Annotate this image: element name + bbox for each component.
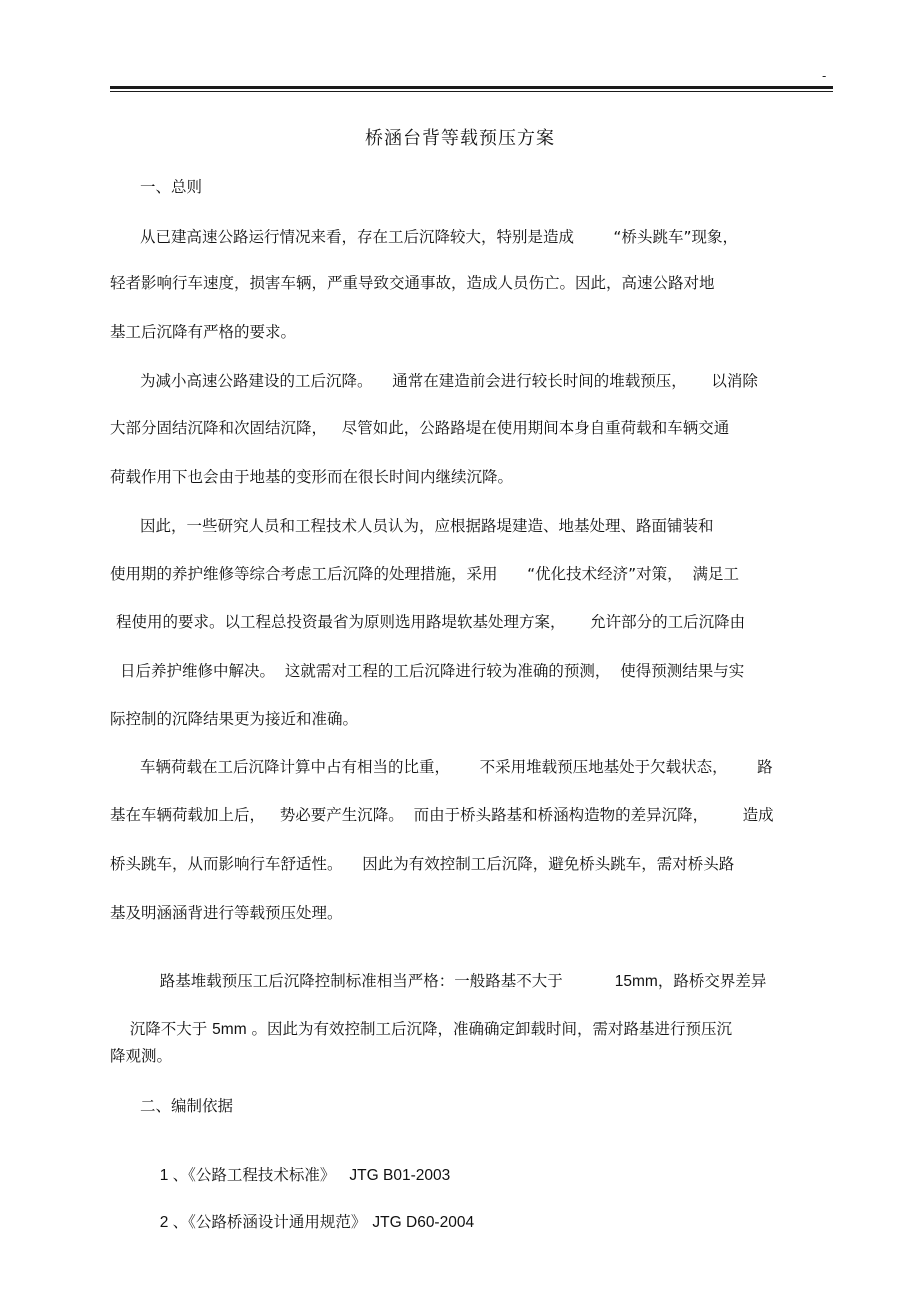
paragraph-line	[110, 996, 732, 1063]
list-item-number: 1 、	[159, 1167, 189, 1184]
paragraph-line: 基在车辆荷载加上后， 势必要产生沉降。 而由于桥头路基和桥涵构造物的差异沉降， 造成	[110, 806, 774, 824]
paragraph-line: 桥头跳车，从而影响行车舒适性。 因此为有效控制工后沉降，避免桥头跳车，需对桥头路	[110, 855, 735, 873]
paragraph-line: 日后养护维修中解决。 这就需对工程的工后沉降进行较为准确的预测， 使得预测结果与实	[120, 662, 745, 680]
text-run: ，路桥交界差异	[657, 972, 767, 990]
paragraph-line: 轻者影响行车速度，损害车辆，严重导致交通事故，造成人员伤亡。因此，高速公路对地	[110, 274, 715, 292]
text-run: 路基堆载预压工后沉降控制标准相当严格：一般路基不大于	[159, 972, 563, 990]
paragraph-line: 荷载作用下也会由于地基的变形而在很长时间内继续沉降。	[110, 468, 514, 486]
header-mark: -	[822, 69, 827, 83]
text-run: 沉降不大于	[129, 1020, 213, 1038]
text-run: 。因此为有效控制工后沉降，准确确定卸载时间，需对路基进行预压沉	[246, 1020, 733, 1038]
paragraph-line: 际控制的沉降结果更为接近和准确。	[110, 710, 359, 728]
paragraph-line: 从已建高速公路运行情况来看，存在工后沉降较大，特别是造成 “桥头跳车”现象，	[140, 228, 738, 246]
list-item-title: 《公路桥涵设计通用规范》	[188, 1213, 367, 1231]
list-item-number: 2 、	[159, 1214, 189, 1231]
header-rule-thick	[110, 86, 833, 89]
paragraph-line: 为减小高速公路建设的工后沉降。 通常在建造前会进行较长时间的堆载预压， 以消除	[140, 372, 758, 390]
paragraph-line: 程使用的要求。以工程总投资最省为原则选用路堤软基处理方案， 允许部分的工后沉降由	[116, 613, 746, 631]
paragraph-line: 降观测。	[110, 1047, 173, 1065]
paragraph-line: 车辆荷载在工后沉降计算中占有相当的比重， 不采用堆载预压地基处于欠载状态， 路	[140, 758, 773, 776]
paragraph-line: 基工后沉降有严格的要求。	[110, 323, 297, 341]
section-heading-general: 一、总则	[140, 178, 203, 196]
paragraph-line: 大部分固结沉降和次固结沉降， 尽管如此，公路路堤在使用期间本身自重荷载和车辆交通	[110, 419, 730, 437]
paragraph-line: 使用期的养护维修等综合考虑工后沉降的处理措施，采用 “优化技术经济”对策， 满足工	[110, 565, 739, 583]
value-15mm: 15mm	[614, 973, 658, 990]
value-5mm: 5mm	[212, 1021, 247, 1038]
paragraph-line: 基及明涵涵背进行等载预压处理。	[110, 904, 343, 922]
list-item-code: JTG D60-2004	[372, 1214, 475, 1231]
list-item-title: 《公路工程技术标准》	[188, 1166, 336, 1184]
list-item	[140, 1189, 474, 1256]
section-heading-basis: 二、编制依据	[140, 1097, 234, 1115]
list-item-code: JTG B01-2003	[349, 1167, 451, 1184]
paragraph-line: 因此，一些研究人员和工程技术人员认为，应根据路堤建造、地基处理、路面铺装和	[140, 517, 714, 535]
header-rule-thin	[110, 91, 833, 92]
document-title: 桥涵台背等载预压方案	[365, 128, 555, 149]
